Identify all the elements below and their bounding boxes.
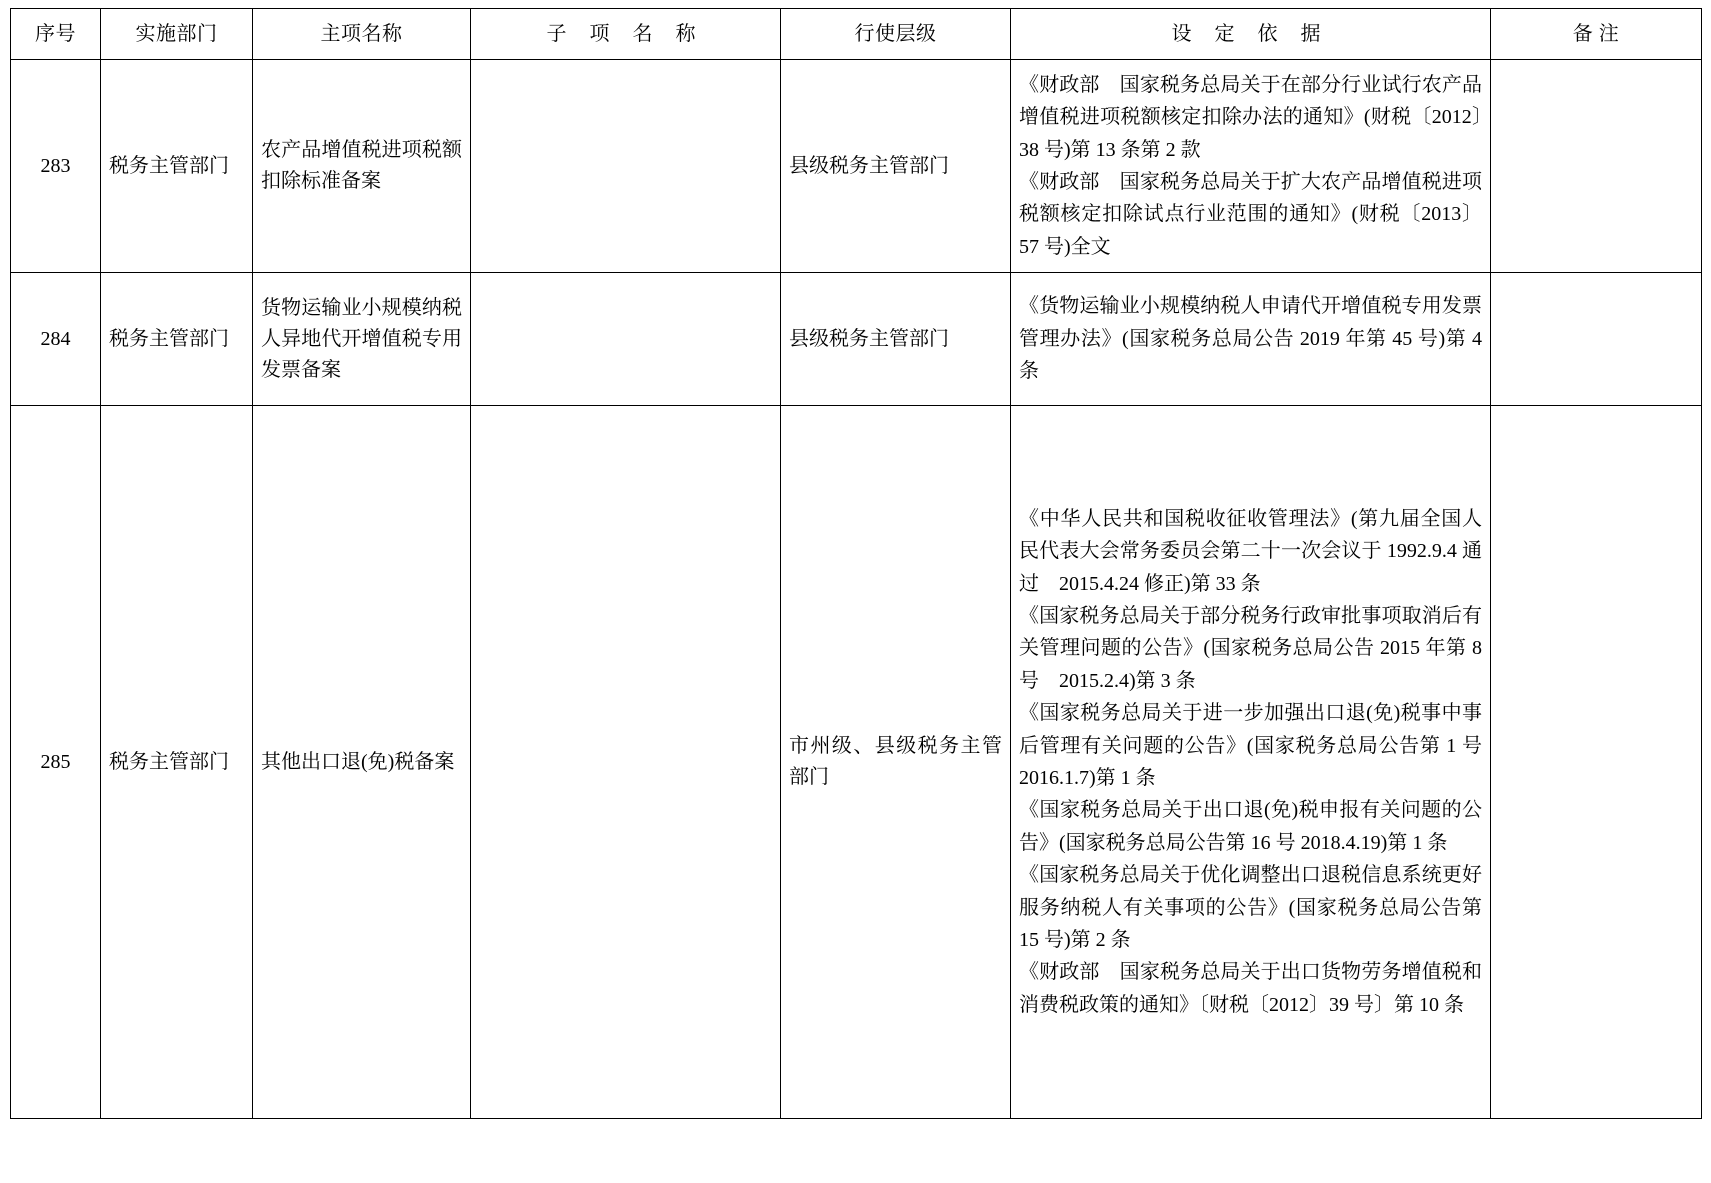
basis-paragraph: 《货物运输业小规模纳税人申请代开增值税专用发票管理办法》(国家税务总局公告 2019 年第 45 号)第 4 条 bbox=[1019, 295, 1482, 383]
table-header bbox=[11, 9, 1702, 60]
cell-seq: 283 bbox=[11, 60, 101, 273]
column-header-level: 行使层级 bbox=[781, 9, 1011, 60]
table-row bbox=[11, 406, 1702, 1119]
basis-paragraph-list bbox=[1019, 69, 1482, 263]
cell-remark bbox=[1491, 273, 1702, 406]
cell-remark bbox=[1491, 60, 1702, 273]
cell-level: 县级税务主管部门 bbox=[781, 60, 1011, 273]
basis-paragraph: 《中华人民共和国税收征收管理法》(第九届全国人民代表大会常务委员会第二十一次会议于 1992.9.4 通过 2015.4.24 修正)第 33 条 bbox=[1019, 507, 1482, 595]
basis-paragraph: 《国家税务总局关于优化调整出口退税信息系统更好服务纳税人有关事项的公告》(国家税务总局公告第 15 号)第 2 条 bbox=[1019, 864, 1482, 951]
cell-sub-item bbox=[471, 60, 781, 273]
column-header-department: 实施部门 bbox=[101, 9, 253, 60]
table-row bbox=[11, 273, 1702, 406]
administrative-items-table bbox=[10, 8, 1702, 1119]
cell-main-item: 农产品增值税进项税额扣除标准备案 bbox=[253, 60, 471, 273]
column-header-sub-item: 子 项 名 称 bbox=[471, 9, 781, 60]
cell-seq: 284 bbox=[11, 273, 101, 406]
column-header-remark: 备 注 bbox=[1491, 9, 1702, 60]
cell-department: 税务主管部门 bbox=[101, 60, 253, 273]
basis-paragraph: 《国家税务总局关于部分税务行政审批事项取消后有关管理问题的公告》(国家税务总局公告 2015 年第 8 号 2015.2.4)第 3 条 bbox=[1019, 605, 1482, 692]
cell-main-item: 货物运输业小规模纳税人异地代开增值税专用发票备案 bbox=[253, 273, 471, 406]
basis-paragraph: 《财政部 国家税务总局关于在部分行业试行农产品增值税进项税额核定扣除办法的通知》(财税〔2012〕38 号)第 13 条第 2 款 bbox=[1019, 73, 1482, 161]
basis-paragraph: 《国家税务总局关于出口退(免)税申报有关问题的公告》(国家税务总局公告第 16 号 2018.4.19)第 1 条 bbox=[1019, 799, 1482, 854]
cell-remark bbox=[1491, 406, 1702, 1119]
basis-paragraph-list bbox=[1019, 290, 1482, 387]
cell-seq: 285 bbox=[11, 406, 101, 1119]
column-header-main-item: 主项名称 bbox=[253, 9, 471, 60]
column-header-basis: 设 定 依 据 bbox=[1011, 9, 1491, 60]
cell-basis bbox=[1011, 60, 1491, 273]
table-body bbox=[11, 60, 1702, 1119]
cell-sub-item bbox=[471, 406, 781, 1119]
basis-paragraph: 《国家税务总局关于进一步加强出口退(免)税事中事后管理有关问题的公告》(国家税务总局公告第 1 号 2016.1.7)第 1 条 bbox=[1019, 702, 1502, 789]
basis-paragraph: 《财政部 国家税务总局关于出口货物劳务增值税和消费税政策的通知》〔财税〔2012〕39 号〕第 10 条 bbox=[1019, 961, 1482, 1016]
cell-level: 县级税务主管部门 bbox=[781, 273, 1011, 406]
cell-department: 税务主管部门 bbox=[101, 406, 253, 1119]
table-header-row bbox=[11, 9, 1702, 60]
cell-main-item: 其他出口退(免)税备案 bbox=[253, 406, 471, 1119]
cell-sub-item bbox=[471, 273, 781, 406]
column-header-seq: 序号 bbox=[11, 9, 101, 60]
basis-paragraph: 《财政部 国家税务总局关于扩大农产品增值税进项税额核定扣除试点行业范围的通知》(财税〔2013〕57 号)全文 bbox=[1019, 171, 1482, 258]
table-row bbox=[11, 60, 1702, 273]
cell-level: 市州级、县级税务主管部门 bbox=[781, 406, 1011, 1119]
cell-department: 税务主管部门 bbox=[101, 273, 253, 406]
basis-paragraph-list bbox=[1019, 503, 1502, 1021]
cell-basis bbox=[1011, 406, 1502, 1119]
cell-basis bbox=[1011, 273, 1491, 406]
